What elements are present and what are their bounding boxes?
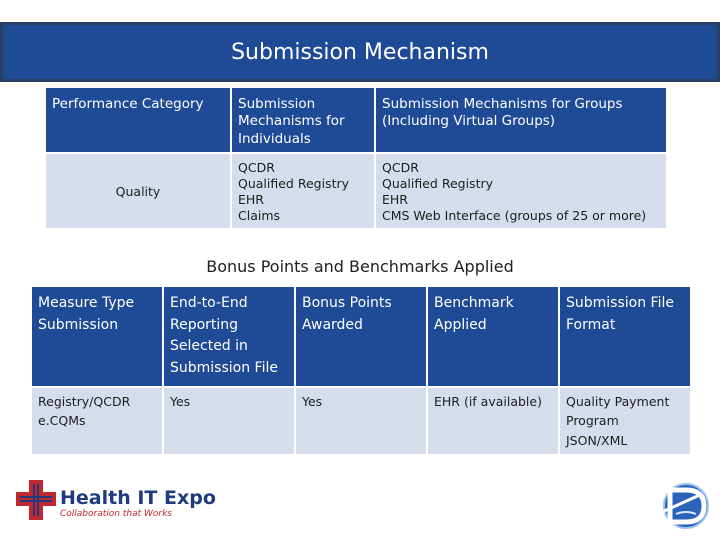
cell-file-format: Quality Payment Program JSON/XML — [560, 388, 690, 454]
list-item: EHR — [238, 191, 264, 207]
cell-groups — [376, 154, 666, 228]
table-row — [46, 154, 666, 228]
page-title: Submission Mechanism — [231, 39, 489, 65]
header-performance-category: Performance Category — [46, 88, 230, 152]
medical-cross-icon — [16, 480, 56, 520]
cell-measure-type: Registry/QCDR e.CQMs — [32, 388, 162, 454]
health-it-expo-logo — [12, 478, 216, 522]
header-file-format: Submission File Format — [560, 287, 690, 386]
list-item: QCDR — [238, 159, 275, 175]
header-bonus-points: Bonus Points Awarded — [296, 287, 426, 386]
header-benchmark: Benchmark Applied — [428, 287, 558, 386]
header-individuals: Submission Mechanisms for Individuals — [232, 88, 374, 152]
header-groups: Submission Mechanisms for Groups (Including Virtual Groups) — [376, 88, 666, 152]
list-item: EHR — [382, 191, 408, 207]
list-item: CMS Web Interface (groups of 25 or more) — [382, 207, 647, 223]
globe-d-logo — [656, 476, 712, 532]
cell-category: Quality — [46, 154, 230, 228]
section-subtitle: Bonus Points and Benchmarks Applied — [206, 257, 514, 276]
table-header-row — [32, 287, 690, 386]
header-measure-type: Measure Type Submission — [32, 287, 162, 386]
cell-individuals — [232, 154, 374, 228]
header-end-to-end: End-to-End Reporting Selected in Submission File — [164, 287, 294, 386]
submission-mechanism-table — [44, 86, 668, 230]
cell-end-to-end: Yes — [164, 388, 294, 454]
table-header-row — [46, 88, 666, 152]
list-item: QCDR — [382, 159, 419, 175]
title-bar — [0, 22, 720, 82]
logo-tagline: Collaboration that Works — [60, 509, 172, 519]
logo-name: Health IT Expo — [60, 487, 216, 509]
bonus-points-table — [30, 285, 692, 456]
list-item: Qualified Registry — [238, 175, 350, 191]
table-row — [32, 388, 690, 454]
cell-benchmark: EHR (if available) — [428, 388, 558, 454]
cell-bonus-points: Yes — [296, 388, 426, 454]
list-item: Qualified Registry — [382, 175, 494, 191]
list-item: Claims — [238, 207, 281, 223]
